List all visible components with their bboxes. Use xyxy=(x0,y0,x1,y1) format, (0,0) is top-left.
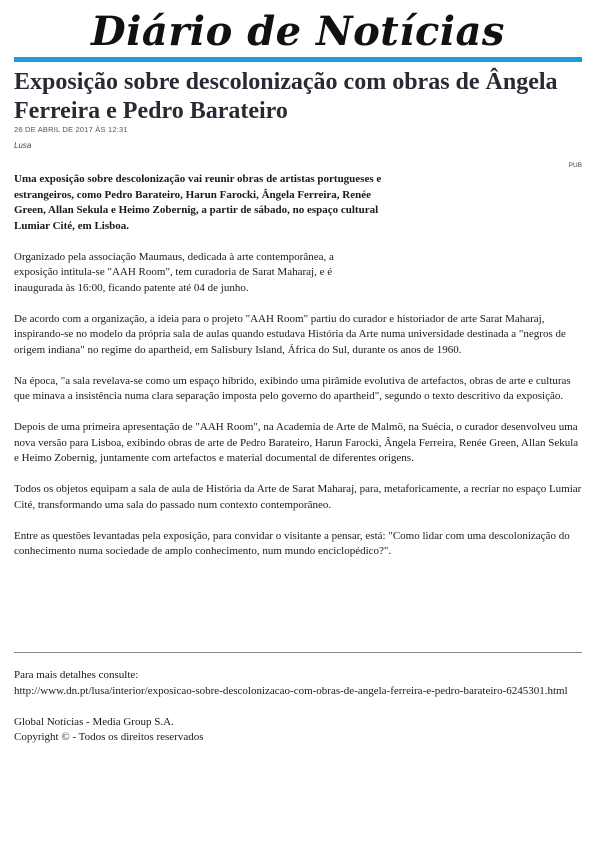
article-title: Exposição sobre descolonização com obras de Ângela Ferreira e Pedro Barateiro xyxy=(14,69,558,124)
footer-divider xyxy=(14,652,582,653)
article-lead: Uma exposição sobre descolonização vai reunir obras de artistas portugueses e estrangeiros, como Pedro Barateiro, Harun Farocki, Ângela Ferreira, Renée Green, Allan Sekula e Heimo Zobernig, a partir de sábado, no espaço cultural Lumiar Cité, em Lisboa. xyxy=(14,173,382,232)
company-name: Global Notícias - Media Group S.A. xyxy=(14,715,174,728)
details-label: Para mais detalhes consulte: xyxy=(14,669,139,681)
article-paragraph: Depois de uma primeira apresentação de "AAH Room", na Academia de Arte de Malmö, na Suécia, o curador desenvolveu uma nova versão para Lisboa, exibindo obras de arte de Pedro Barateiro, Harun Farocki, Ângela Ferreira, Renée Green, Allan Sekula e Heimo Zobernig, juntamente com artefactos e material documental de diferentes origens. xyxy=(14,421,579,464)
article-body xyxy=(14,172,582,575)
article-paragraph: De acordo com a organização, a ideia para o projeto "AAH Room" partiu do curador e historiador de arte Sarat Maharaj, inspirando-se no modelo da própria sala de aulas quando estudava História da Arte numa universidade destinada a "negros de origem indiana" no regime do apartheid, em Salisbury Island, África do Sul, durante os anos de 1960. xyxy=(14,312,566,356)
article-footer xyxy=(14,668,582,761)
article-paragraph: Entre as questões levantadas pela exposição, para convidar o visitante a pensar, está: "Como lidar com uma descolonização do conhecimento numa sociedade de amplo conhecimento, num mundo enciclopédico?". xyxy=(14,529,570,557)
article-source: Lusa xyxy=(14,141,32,150)
article-url-link[interactable]: http://www.dn.pt/lusa/interior/exposicao-sobre-descolonizacao-com-obras-de-angela-ferreira-e-pedro-barateiro-6245301.html xyxy=(14,684,568,697)
article-paragraph: Na época, "a sala revelava-se como um espaço híbrido, exibindo uma pirâmide evolutiva de artefactos, obras de arte e culturas que minava a insistência numa clara separação imposta pelo governo do apartheid", segundo o texto descritivo da exposição. xyxy=(14,374,571,402)
article-paragraph: Organizado pela associação Maumaus, dedicada à arte contemporânea, a exposição intitula-se "AAH Room", tem curadoria de Sarat Maharaj, e é inaugurada às 16:00, ficando patente até 04 de junho. xyxy=(14,250,334,294)
article-paragraph: Todos os objetos equipam a sala de aula de História da Arte de Sarat Maharaj, para, metaforicamente, a recriar no espaço Lumiar Cité, transformando uma sala do passado num contexto contemporâneo. xyxy=(14,483,582,511)
header-divider xyxy=(14,57,582,62)
article-date: 26 DE ABRIL DE 2017 ÀS 12:31 xyxy=(14,125,128,134)
copyright-block xyxy=(14,715,582,746)
copyright-text: Copyright © - Todos os direitos reservados xyxy=(14,731,204,743)
details-block xyxy=(14,668,582,699)
ad-label: PUB xyxy=(568,162,582,169)
masthead-logo: Diário de Notícias xyxy=(91,8,505,55)
